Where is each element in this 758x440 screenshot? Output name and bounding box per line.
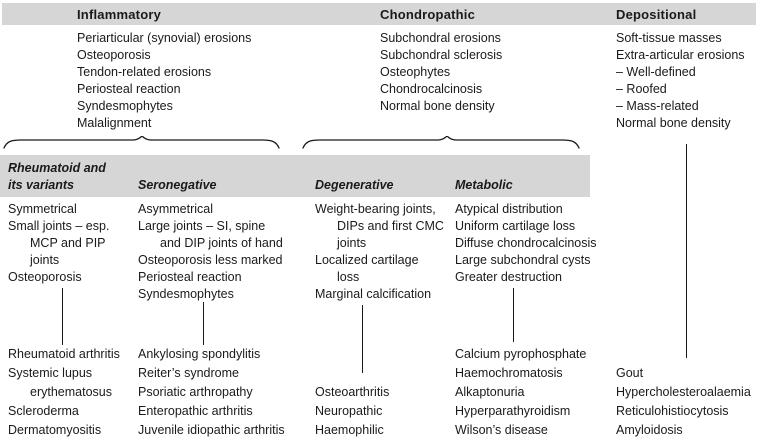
brace-chondropathic: [302, 136, 580, 150]
list-line: Enteropathic arthritis: [138, 404, 253, 418]
list-line: Metabolic: [455, 178, 513, 192]
list-line: and DIP joints of hand: [160, 236, 283, 250]
list-line: Haemophilic: [315, 423, 384, 437]
subgroup-title-degenerative: [315, 177, 394, 194]
connector-line-rheumatoid: [62, 288, 63, 345]
list-line: Subchondral erosions: [380, 31, 501, 45]
connector-line-seronegative: [203, 302, 204, 345]
list-line: Tendon-related erosions: [77, 65, 212, 79]
list-line: Gout: [616, 366, 644, 380]
list-line: Scleroderma: [8, 404, 79, 418]
list-line: Reticulohistiocytosis: [616, 404, 729, 418]
list-line: Small joints – esp.: [8, 219, 110, 233]
list-line: Psoriatic arthropathy: [138, 385, 253, 399]
degenerative-diagnosis-list: [315, 383, 389, 440]
list-line: – Roofed: [616, 82, 667, 96]
list-line: Greater destruction: [455, 270, 562, 284]
list-line: Amyloidosis: [616, 423, 683, 437]
list-line: Osteoarthritis: [315, 385, 390, 399]
list-line: Reiter’s syndrome: [138, 366, 239, 380]
list-line: DIPs and first CMC: [337, 219, 444, 233]
list-line: Malalignment: [77, 116, 152, 130]
list-line: Seronegative: [138, 178, 217, 192]
connector-line-depositional: [686, 144, 687, 358]
connector-line-metabolic: [513, 288, 514, 342]
list-line: – Well-defined: [616, 65, 696, 79]
list-line: erythematosus: [30, 385, 112, 399]
list-line: Alkaptonuria: [455, 385, 525, 399]
section-title-inflammatory: Inflammatory: [77, 7, 162, 22]
list-line: Haemochromatosis: [455, 366, 563, 380]
metabolic-feature-list: [455, 201, 597, 286]
subgroup-title-seronegative: [138, 177, 217, 194]
list-line: Extra-articular erosions: [616, 48, 745, 62]
list-line: Large joints – SI, spine: [138, 219, 266, 233]
list-line: Soft-tissue masses: [616, 31, 722, 45]
section-title-chondropathic: Chondropathic: [380, 7, 476, 22]
list-line: Chondrocalcinosis: [380, 82, 483, 96]
list-line: joints: [30, 253, 60, 267]
list-line: Rheumatoid arthritis: [8, 347, 120, 361]
list-line: Wilson’s disease: [455, 423, 548, 437]
degenerative-feature-list: [315, 201, 444, 303]
list-line: – Mass-related: [616, 99, 699, 113]
depositional-feature-list: [616, 30, 745, 132]
list-line: Osteophytes: [380, 65, 451, 79]
seronegative-feature-list: [138, 201, 283, 303]
seronegative-diagnosis-list: [138, 345, 285, 440]
depositional-diagnosis-list: [616, 364, 751, 440]
list-line: Normal bone density: [380, 99, 495, 113]
metabolic-diagnosis-list: [455, 345, 586, 440]
list-line: Osteoporosis less marked: [138, 253, 283, 267]
rheumatoid-feature-list: [8, 201, 109, 286]
list-line: Neuropathic: [315, 404, 383, 418]
list-line: joints: [337, 236, 367, 250]
list-line: Diffuse chondrocalcinosis: [455, 236, 597, 250]
list-line: Osteoporosis: [77, 48, 151, 62]
list-line: Degenerative: [315, 178, 394, 192]
list-line: Normal bone density: [616, 116, 731, 130]
list-line: Dermatomyositis: [8, 423, 102, 437]
list-line: Subchondral sclerosis: [380, 48, 503, 62]
list-line: Systemic lupus: [8, 366, 93, 380]
list-line: Marginal calcification: [315, 287, 432, 301]
list-line: Juvenile idiopathic arthritis: [138, 423, 285, 437]
list-line: Periosteal reaction: [77, 82, 181, 96]
subgroup-title-rheumatoid: [8, 160, 106, 194]
list-line: Calcium pyrophosphate: [455, 347, 587, 361]
list-line: Periarticular (synovial) erosions: [77, 31, 252, 45]
list-line: Uniform cartilage loss: [455, 219, 576, 233]
list-line: Osteoporosis: [8, 270, 82, 284]
list-line: MCP and PIP: [30, 236, 106, 250]
list-line: Rheumatoid and: [8, 161, 106, 175]
list-line: Syndesmophytes: [77, 99, 173, 113]
section-title-depositional: Depositional: [616, 7, 697, 22]
brace-inflammatory: [3, 136, 280, 150]
chondropathic-feature-list: [380, 30, 502, 115]
list-line: Hyperparathyroidism: [455, 404, 571, 418]
list-line: Large subchondral cysts: [455, 253, 591, 267]
list-line: Asymmetrical: [138, 202, 214, 216]
list-line: Syndesmophytes: [138, 287, 234, 301]
rheumatoid-diagnosis-list: [8, 345, 120, 440]
list-line: loss: [337, 270, 360, 284]
list-line: Ankylosing spondylitis: [138, 347, 261, 361]
list-line: Periosteal reaction: [138, 270, 242, 284]
list-line: Weight-bearing joints,: [315, 202, 436, 216]
connector-line-degenerative: [362, 305, 363, 373]
list-line: Symmetrical: [8, 202, 77, 216]
list-line: its variants: [8, 178, 75, 192]
subgroup-title-metabolic: [455, 177, 513, 194]
inflammatory-feature-list: [77, 30, 251, 132]
list-line: Atypical distribution: [455, 202, 563, 216]
list-line: Hypercholesteroalaemia: [616, 385, 751, 399]
list-line: Localized cartilage: [315, 253, 419, 267]
